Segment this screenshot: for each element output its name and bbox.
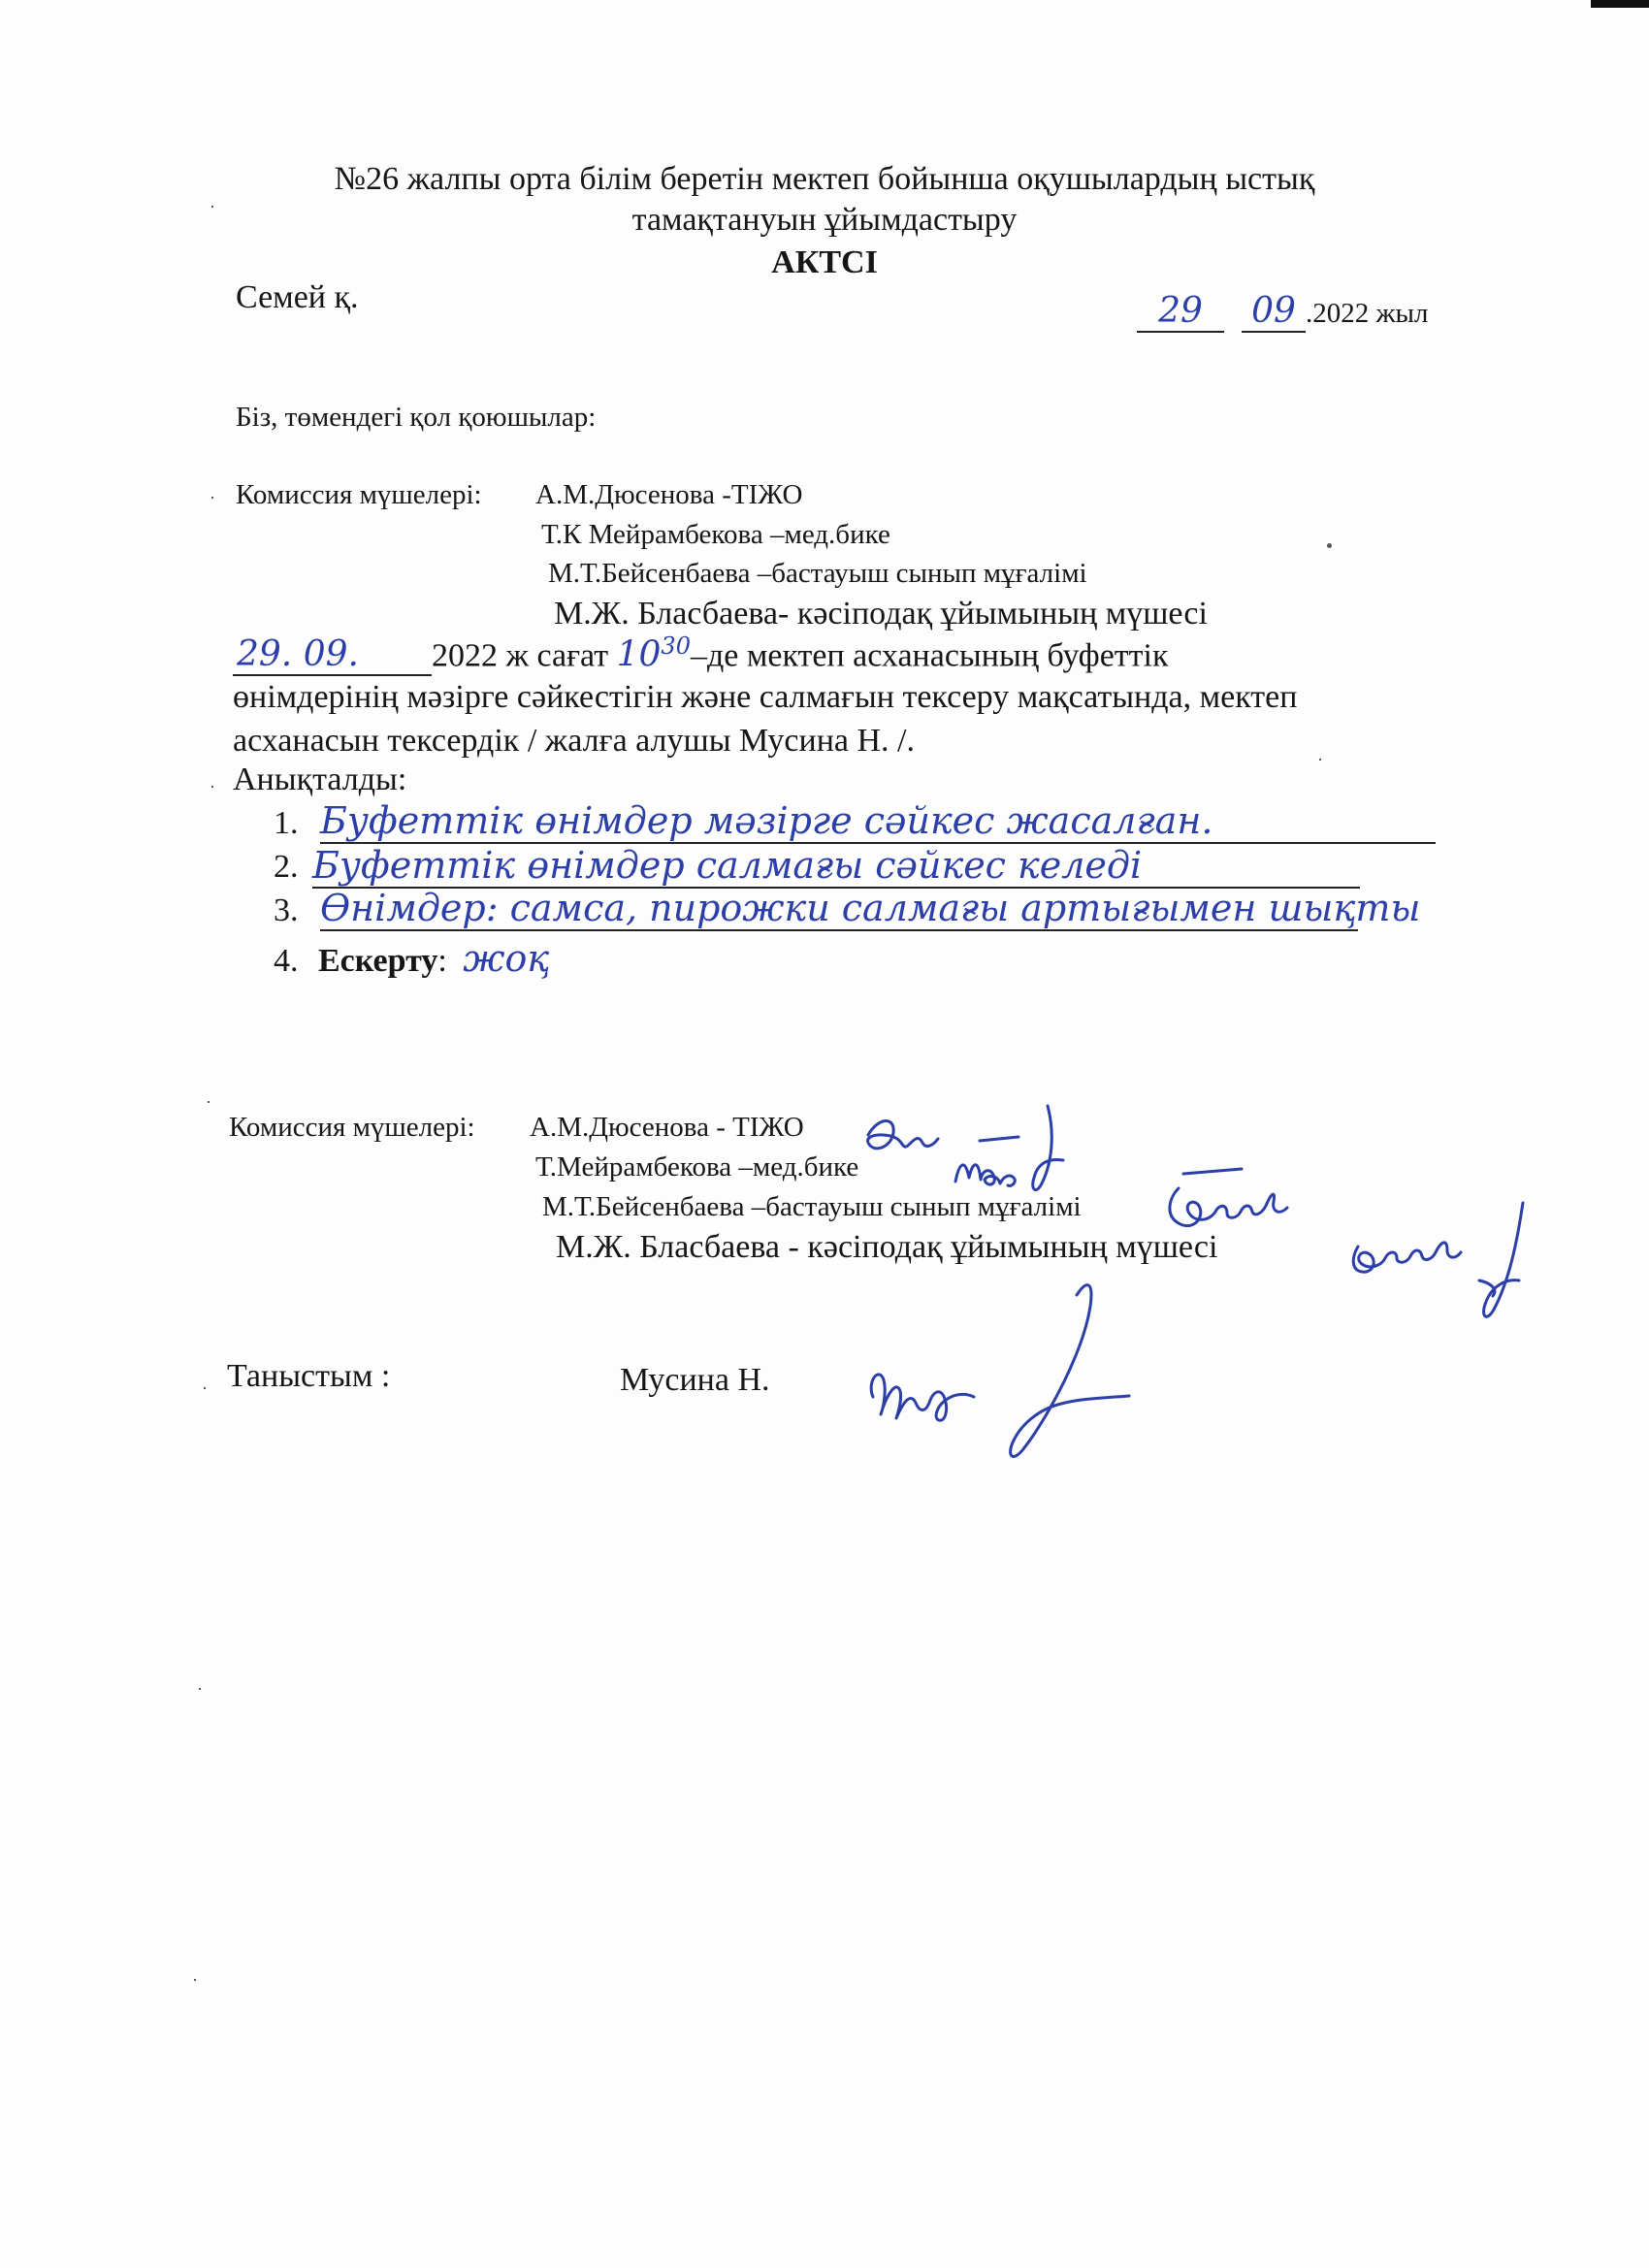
signature-blasbaeva	[1353, 1203, 1523, 1316]
member-top-4: М.Ж. Бласбаева- кәсіподақ ұйымының мүшесі	[554, 596, 1208, 632]
paragraph-line-2: өнімдерінің мәзірге сәйкестігін және салмағын тексеру мақсатында, мектеп	[233, 679, 1298, 715]
scan-speck	[204, 1387, 206, 1389]
paragraph-time-hour: 10	[616, 634, 662, 675]
title-line-1: №26 жалпы орта білім беретін мектеп бойынша оқушылардың ыстық	[334, 161, 1315, 197]
scan-speck	[208, 1101, 210, 1103]
found-label: Анықталды:	[233, 761, 407, 797]
scan-speck	[194, 1979, 196, 1981]
title-line-3: АКТСІ	[771, 244, 878, 280]
commission-label-bottom: Комиссия мүшелері:	[229, 1112, 475, 1143]
scan-speck	[211, 497, 213, 499]
member-top-1: А.М.Дюсенова -ТІЖО	[535, 479, 803, 510]
member-bottom-4: М.Ж. Бласбаева - кәсіподақ ұйымының мүшесі	[556, 1229, 1218, 1265]
note-label: Ескерту	[318, 943, 438, 979]
commission-label: Комиссия мүшелері:	[236, 479, 482, 510]
finding-1-number: 1.	[274, 805, 299, 841]
finding-3-number: 3.	[274, 892, 299, 928]
date-day-handwritten: 29	[1158, 291, 1203, 331]
paragraph-date-handwritten: 29. 09.	[237, 634, 359, 675]
signature-musina	[871, 1285, 1129, 1457]
intro-text: Біз, төмендегі қол қоюшылар:	[236, 402, 597, 433]
paragraph-time-minute: 30	[661, 632, 691, 660]
paragraph-year: 2022 ж сағат	[432, 637, 609, 674]
member-top-3: М.Т.Бейсенбаева –бастауыш сынып мұғалімі	[548, 558, 1087, 589]
scan-speck	[211, 786, 213, 788]
date-suffix: .2022 жыл	[1306, 298, 1429, 329]
paragraph-line-3: асханасын тексердік / жалға алушы Мусина Н. /.	[233, 723, 915, 759]
finding-2-handwritten: Буфеттік өнімдер салмағы сәйкес келеді	[312, 844, 1360, 889]
finding-3-handwritten: Өнімдер: самса, пирожки салмағы артығымен шықты	[320, 887, 1421, 929]
member-bottom-2: Т.Мейрамбекова –мед.бике	[535, 1151, 859, 1183]
note-number: 4.	[274, 943, 299, 979]
scan-speck	[1319, 759, 1321, 761]
finding-2-number: 2.	[274, 849, 299, 885]
member-bottom-3: М.Т.Бейсенбаева –бастауыш сынып мұғалімі	[542, 1191, 1082, 1222]
city: Семей қ.	[236, 279, 359, 315]
title-line-2: тамақтануын ұйымдастыру	[631, 202, 1018, 238]
signature-meirambekova	[955, 1165, 1015, 1186]
note-colon: :	[437, 943, 447, 979]
paragraph-line-1-rest: –де мектеп асханасының буфеттік	[690, 637, 1169, 674]
member-bottom-1: А.М.Дюсенова - ТІЖО	[530, 1112, 804, 1143]
scan-speck	[1327, 543, 1332, 548]
scan-speck	[211, 206, 213, 208]
acquainted-label: Таныстым :	[227, 1358, 391, 1394]
note-value-handwritten: жоқ	[463, 937, 550, 980]
scan-speck	[199, 1688, 201, 1690]
acquainted-name: Мусина Н.	[620, 1362, 770, 1398]
member-top-2: Т.К Мейрамбекова –мед.бике	[541, 519, 890, 550]
signature-dyusenova	[868, 1106, 1063, 1190]
signature-beisenbaeva	[1170, 1169, 1287, 1226]
finding-1-handwritten: Буфеттік өнімдер мәзірге сәйкес жасалған.	[320, 799, 1436, 844]
date-month-handwritten: 09	[1251, 291, 1296, 331]
